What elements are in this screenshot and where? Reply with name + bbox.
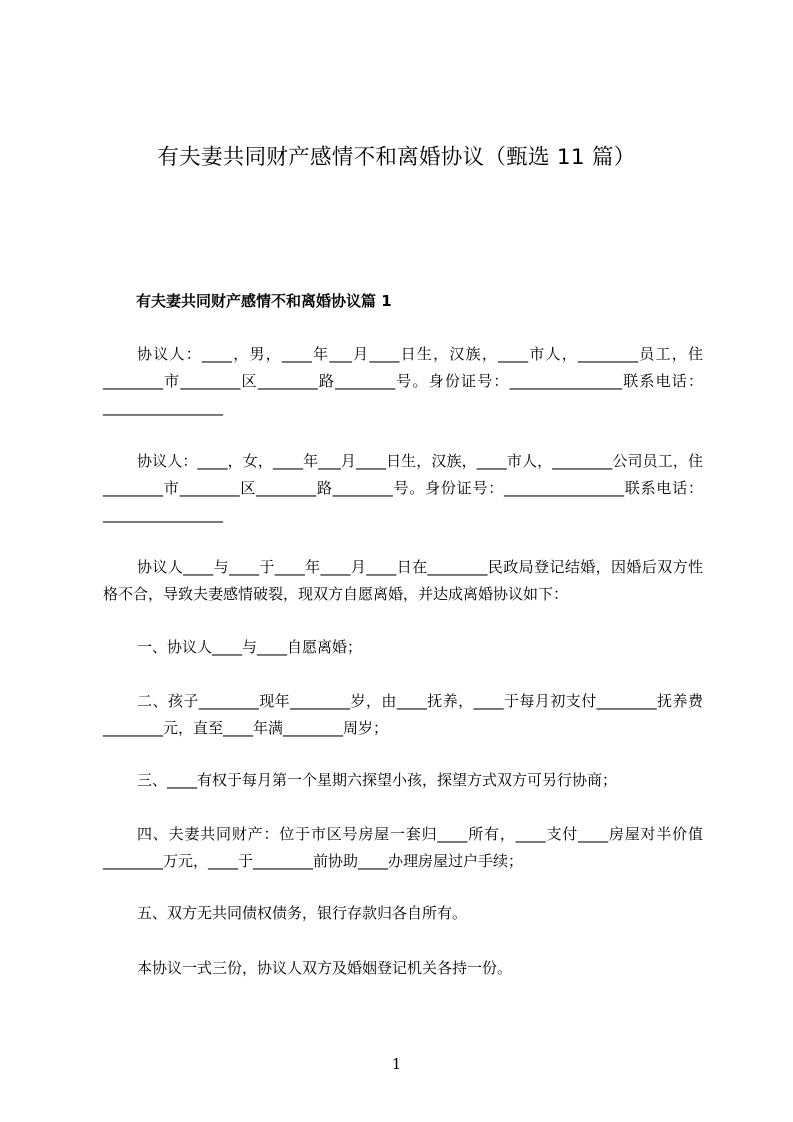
- closing-statement: [103, 955, 703, 982]
- paragraph-female-party: [103, 448, 703, 528]
- paragraph-text: 四、夫妻共同财产：位于市区号房屋一套归____所有，____支付____房屋对半价值________万元，____于________前协助____办理房屋过户手续；: [103, 825, 703, 870]
- document-title: 有夫妻共同财产感情不和离婚协议（甄选 11 篇）: [157, 145, 636, 170]
- paragraph-marriage-statement: [103, 554, 703, 607]
- paragraph-text: 二、孩子________现年________岁，由____抚养，____于每月初支付________抚养费________元，直至____年满________周岁；: [103, 692, 703, 737]
- paragraph-text: 三、____有权于每月第一个星期六探望小孩，探望方式双方可另行协商；: [137, 771, 618, 789]
- paragraph-male-party: [103, 341, 703, 421]
- clause-divorce: [103, 634, 703, 661]
- paragraph-text: 协议人____与____于____年____月____日在________民政局登记结婚，因婚后双方性格不合，导致夫妻感情破裂，现双方自愿离婚，并达成离婚协议如下：: [103, 558, 703, 603]
- paragraph-text: 协议人：____，男，____年___月____日生，汉族，____市人，________员工，住________市________区________路________号。身份证号：_______________联系电话：________________: [103, 345, 703, 416]
- paragraph-text: 协议人：____，女，____年___月____日生，汉族，____市人，________公司员工，住________市________区________路________号。身份证号：________________联系电话：________________: [103, 452, 703, 523]
- paragraph-text: 五、双方无共同债权债务，银行存款归各自所有。: [137, 904, 468, 922]
- paragraph-text: 本协议一式三份，协议人双方及婚姻登记机关各持一份。: [137, 959, 513, 977]
- page-number: 1: [391, 1055, 402, 1073]
- clause-debts: [103, 900, 703, 927]
- clause-child-custody: [103, 688, 703, 741]
- clause-joint-property: [103, 821, 703, 874]
- paragraph-text: 一、协议人____与____自愿离婚；: [137, 638, 363, 656]
- clause-visitation: [103, 767, 703, 794]
- section-heading: 有夫妻共同财产感情不和离婚协议篇 1: [136, 292, 392, 310]
